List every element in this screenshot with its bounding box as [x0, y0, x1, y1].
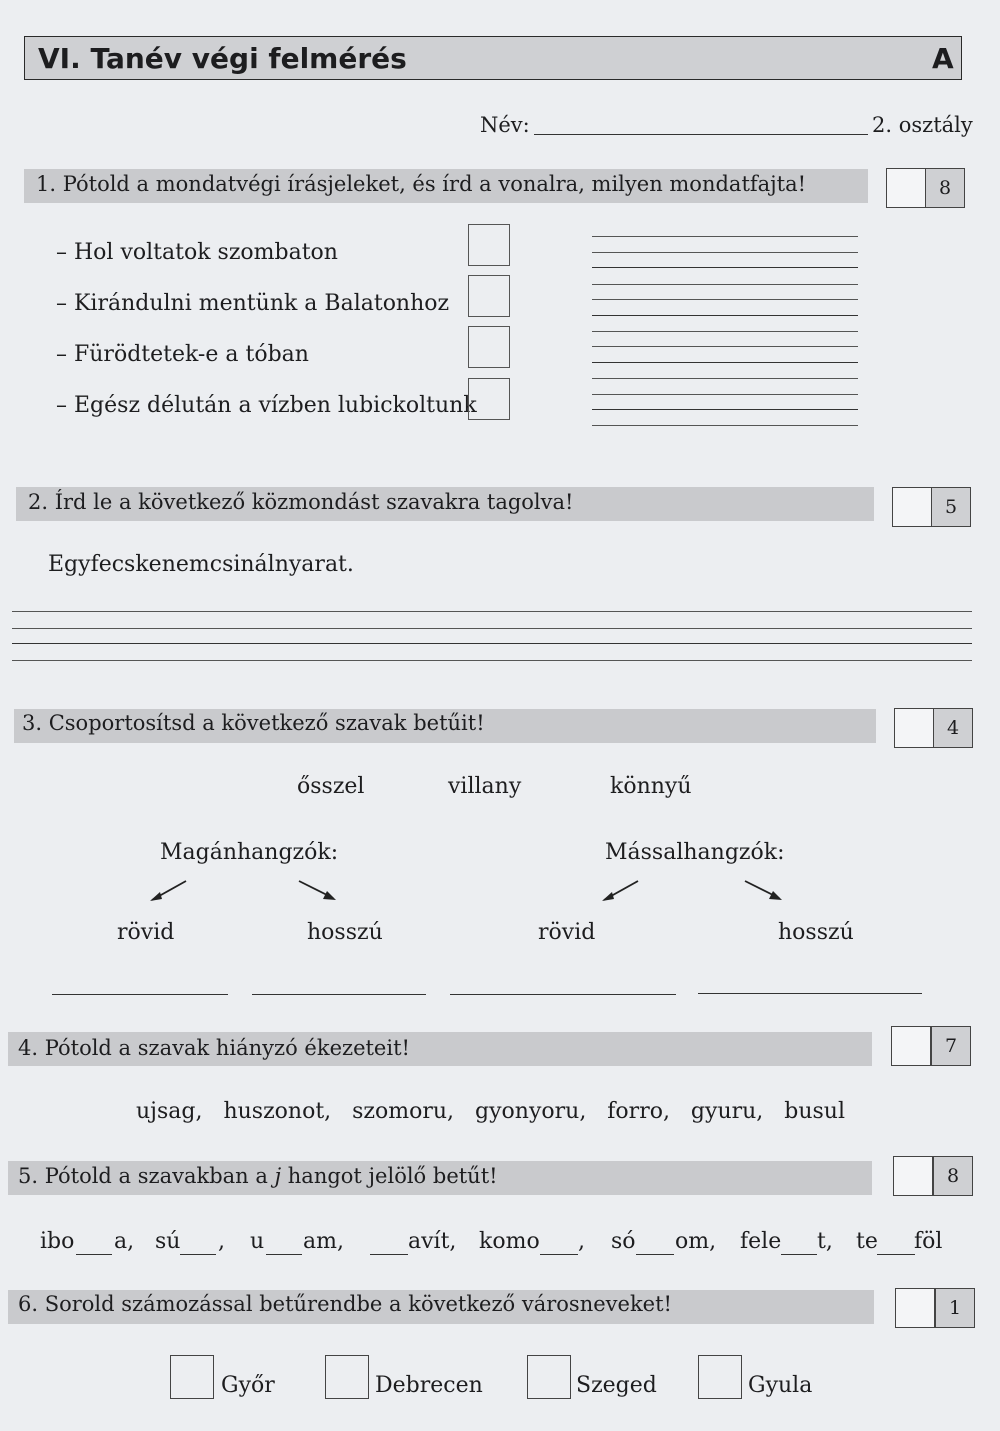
vowels-label: Magánhangzók: — [160, 840, 339, 865]
task3-word-1: ősszel — [297, 774, 365, 799]
city-gyula: Gyula — [748, 1373, 813, 1398]
name-field[interactable] — [534, 134, 868, 135]
task3-word-2: villany — [448, 774, 522, 799]
task2-guide-line — [12, 611, 972, 612]
task5-blank-5[interactable] — [540, 1254, 578, 1255]
city-gyor: Győr — [221, 1373, 275, 1398]
task6-instruction: 6. Sorold számozással betűrendbe a következő városneveket! — [18, 1292, 672, 1316]
task5-blank-2[interactable] — [180, 1254, 216, 1255]
task2-guide-line — [12, 660, 972, 661]
city-number-box-szeged[interactable] — [527, 1355, 571, 1399]
task5-word-part: sú — [155, 1229, 181, 1254]
task1-punct-box-3[interactable] — [468, 326, 510, 368]
consonants-short-answer[interactable] — [450, 994, 676, 995]
city-szeged: Szeged — [576, 1373, 657, 1398]
task1-answer-line-3[interactable] — [592, 362, 858, 363]
task1-instruction: 1. Pótold a mondatvégi írásjeleket, és írd a vonalra, milyen mondatfajta! — [36, 172, 807, 196]
task5-word-part: só — [611, 1229, 636, 1254]
task5-blank-7[interactable] — [781, 1254, 817, 1255]
task1-guide-line — [592, 425, 858, 426]
task1-punct-box-1[interactable] — [468, 224, 510, 266]
task1-max-score: 8 — [925, 168, 965, 208]
task5-blank-6[interactable] — [636, 1254, 674, 1255]
consonants-label: Mássalhangzók: — [605, 840, 785, 865]
task5-word-part: , — [218, 1229, 225, 1254]
task5-instruction-prefix: 5. Pótold a szavakban a — [18, 1164, 275, 1188]
task1-guide-line — [592, 252, 858, 253]
task5-word-part: avít, — [408, 1229, 457, 1254]
task5-instruction-suffix: hangot jelölő betűt! — [281, 1164, 498, 1188]
task2-score-input[interactable] — [892, 487, 932, 527]
task5-word-part: fele — [740, 1229, 782, 1254]
task4-instruction: 4. Pótold a szavak hiányzó ékezeteit! — [18, 1036, 410, 1060]
vowels-short-answer[interactable] — [52, 994, 228, 995]
arrow-down-left-icon — [146, 878, 190, 904]
task5-word-part: t, — [817, 1229, 833, 1254]
city-debrecen: Debrecen — [375, 1373, 483, 1398]
city-number-box-gyula[interactable] — [698, 1355, 742, 1399]
vowels-long-label: hosszú — [307, 920, 383, 945]
task1-guide-line — [592, 346, 858, 347]
task5-word-part: a, — [114, 1229, 135, 1254]
task5-word-part: ibo — [40, 1229, 75, 1254]
task6-score-input[interactable] — [895, 1288, 935, 1328]
task1-sentence-1: – Hol voltatok szombaton — [56, 240, 338, 265]
task5-blank-4[interactable] — [370, 1254, 408, 1255]
task5-blank-3[interactable] — [266, 1254, 302, 1255]
test-variant: A — [932, 42, 954, 75]
task5-max-score: 8 — [933, 1156, 973, 1196]
task2-guide-line — [12, 628, 972, 629]
task5-word-part: föl — [914, 1229, 943, 1254]
task1-answer-line-1[interactable] — [592, 267, 858, 268]
task4-max-score: 7 — [931, 1026, 971, 1066]
consonants-long-answer[interactable] — [698, 993, 922, 994]
arrow-down-right-icon — [742, 878, 786, 904]
task1-punct-box-4[interactable] — [468, 378, 510, 420]
task5-word-part: komo — [479, 1229, 540, 1254]
task5-instruction-letter: j — [274, 1164, 282, 1188]
task1-guide-line — [592, 236, 858, 237]
task1-sentence-2: – Kirándulni mentünk a Balatonhoz — [56, 291, 450, 316]
task5-word-part: om, — [675, 1229, 717, 1254]
task1-sentence-4: – Egész délután a vízben lubickoltunk — [56, 393, 477, 418]
task1-answer-line-4[interactable] — [592, 409, 858, 410]
task1-answer-line-2[interactable] — [592, 315, 858, 316]
task5-instruction — [18, 1164, 498, 1188]
task2-max-score: 5 — [931, 487, 971, 527]
name-label: Név: — [480, 113, 530, 137]
task6-max-score: 1 — [935, 1288, 975, 1328]
task3-score-input[interactable] — [894, 708, 934, 748]
task5-blank-8[interactable] — [877, 1254, 915, 1255]
arrow-down-left-icon — [598, 878, 642, 904]
task2-instruction: 2. Írd le a következő közmondást szavakra tagolva! — [28, 490, 574, 514]
task5-blank-1[interactable] — [76, 1254, 112, 1255]
task5-word-part: u — [250, 1229, 265, 1254]
vowels-long-answer[interactable] — [252, 994, 426, 995]
task3-word-3: könnyű — [610, 774, 692, 799]
task5-score-input[interactable] — [893, 1156, 933, 1196]
vowels-short-label: rövid — [117, 920, 175, 945]
city-number-box-debrecen[interactable] — [325, 1355, 369, 1399]
task1-guide-line — [592, 299, 858, 300]
task3-instruction: 3. Csoportosítsd a következő szavak betűit! — [22, 711, 485, 735]
task1-guide-line — [592, 394, 858, 395]
task1-guide-line — [592, 378, 858, 379]
arrow-down-right-icon — [296, 878, 340, 904]
city-number-box-gyor[interactable] — [170, 1355, 214, 1399]
task2-phrase: Egyfecskenemcsinálnyarat. — [48, 552, 354, 577]
grade-label: 2. osztály — [872, 113, 973, 137]
task1-sentence-3: – Fürödtetek-e a tóban — [56, 342, 309, 367]
task4-words: ujsag, huszonot, szomoru, gyonyoru, forro, gyuru, busul — [136, 1099, 846, 1124]
task3-max-score: 4 — [933, 708, 973, 748]
consonants-short-label: rövid — [538, 920, 596, 945]
task1-score-input[interactable] — [886, 168, 926, 208]
consonants-long-label: hosszú — [778, 920, 854, 945]
task5-word-part: te — [856, 1229, 878, 1254]
task4-score-input[interactable] — [891, 1026, 931, 1066]
task1-guide-line — [592, 331, 858, 332]
task1-guide-line — [592, 284, 858, 285]
task1-punct-box-2[interactable] — [468, 275, 510, 317]
task5-word-part: , — [578, 1229, 585, 1254]
task2-answer-line[interactable] — [12, 643, 972, 644]
task5-word-part: am, — [303, 1229, 344, 1254]
page-title: VI. Tanév végi felmérés — [38, 42, 407, 75]
